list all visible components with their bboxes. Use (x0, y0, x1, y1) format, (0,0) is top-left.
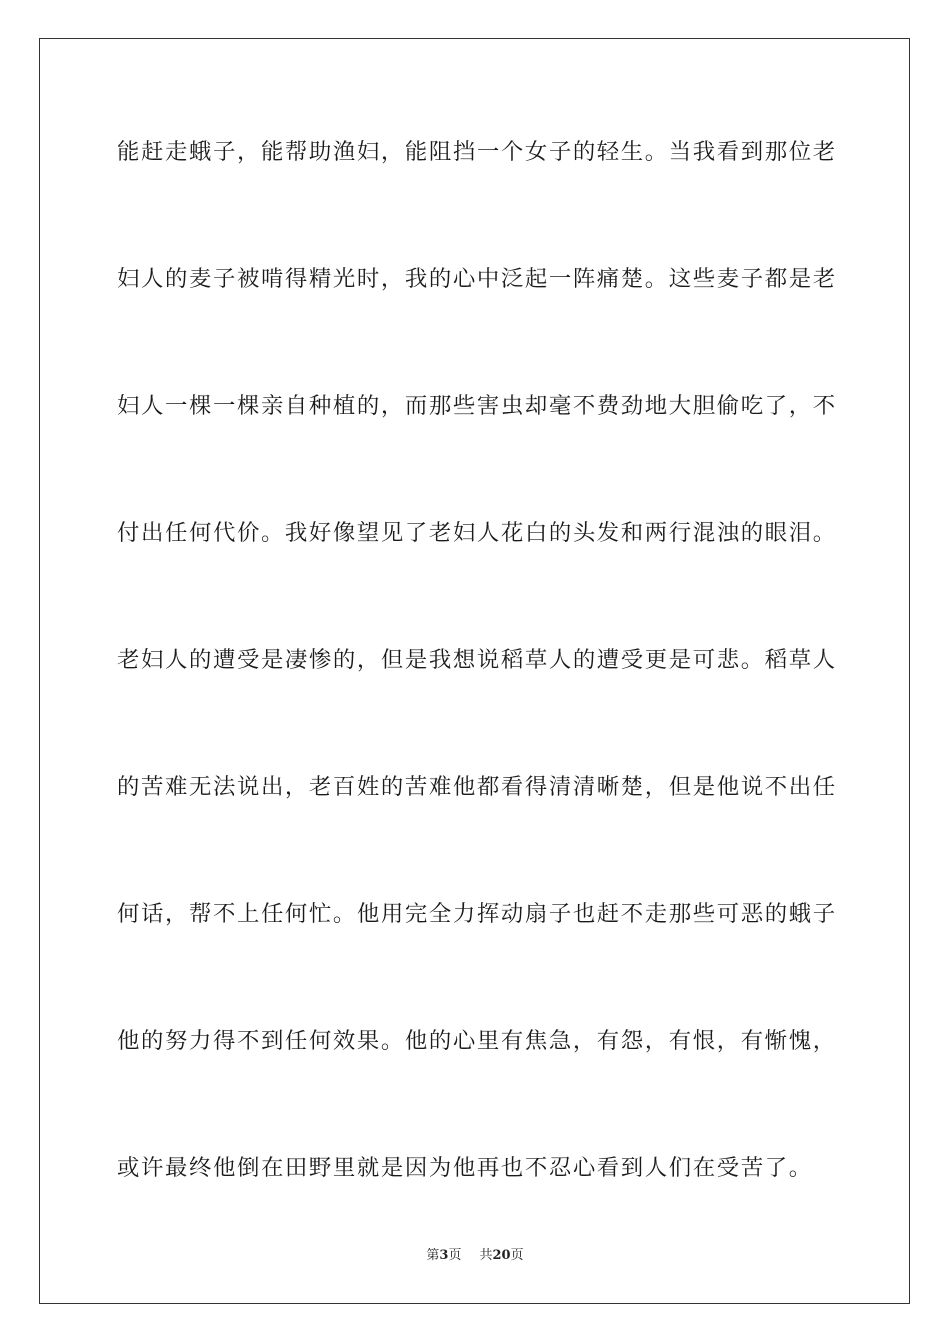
page-number (426, 1248, 461, 1263)
page-footer (0, 1246, 950, 1266)
text-line: 老妇人的遭受是凄惨的，但是我想说稻草人的遭受更是可悲。稻草人 (117, 647, 837, 673)
page-prefix: 第 (426, 1248, 440, 1263)
total-prefix: 共 (479, 1248, 493, 1263)
total-suffix: 页 (510, 1248, 524, 1263)
page-current: 3 (439, 1248, 449, 1263)
page-suffix: 页 (448, 1248, 462, 1263)
text-line: 妇人的麦子被啃得精光时，我的心中泛起一阵痛楚。这些麦子都是老 (117, 266, 837, 292)
text-line: 付出任何代价。我好像望见了老妇人花白的头发和两行混浊的眼泪。 (117, 520, 837, 546)
text-line: 或许最终他倒在田野里就是因为他再也不忍心看到人们在受苦了。 (117, 1155, 813, 1181)
text-line: 他的努力得不到任何效果。他的心里有焦急，有怨，有恨，有惭愧， (117, 1028, 837, 1054)
text-line: 的苦难无法说出，老百姓的苦难他都看得清清晰楚，但是他说不出任 (117, 774, 837, 800)
text-line: 能赶走蛾子，能帮助渔妇，能阻挡一个女子的轻生。当我看到那位老 (117, 139, 837, 165)
text-line: 妇人一棵一棵亲自种植的，而那些害虫却毫不费劲地大胆偷吃了，不 (117, 393, 837, 419)
total-count: 20 (492, 1248, 511, 1263)
body-text (117, 122, 837, 1265)
text-line: 何话，帮不上任何忙。他用完全力挥动扇子也赶不走那些可恶的蛾子 (117, 901, 837, 927)
page-total (479, 1248, 523, 1263)
